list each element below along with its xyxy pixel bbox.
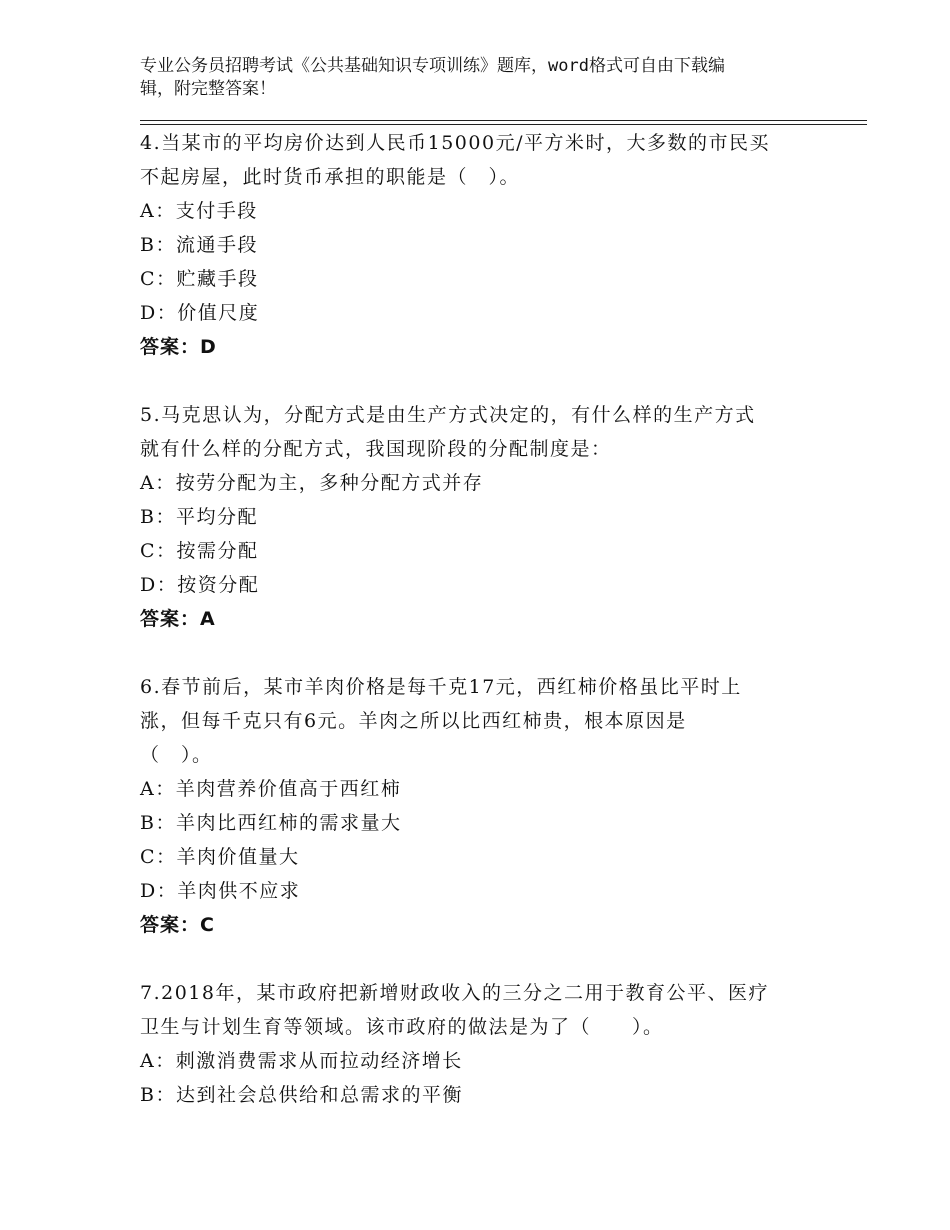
question-text: 5.马克思认为，分配方式是由生产方式决定的，有什么样的生产方式 xyxy=(140,404,756,426)
question-5 xyxy=(140,398,820,636)
question-list xyxy=(140,126,820,1112)
header-rule-bottom xyxy=(140,124,867,125)
question-6 xyxy=(140,670,820,942)
question-text: 就有什么样的分配方式，我国现阶段的分配制度是： xyxy=(140,438,612,460)
document-header xyxy=(140,55,800,101)
header-rule-top xyxy=(140,120,867,121)
option-c: C：贮藏手段 xyxy=(140,268,259,290)
question-7 xyxy=(140,976,820,1112)
option-c: C：羊肉价值量大 xyxy=(140,846,300,868)
question-text: 涨，但每千克只有6元。羊肉之所以比西红柿贵，根本原因是 xyxy=(140,710,687,732)
option-b: B：羊肉比西红柿的需求量大 xyxy=(140,812,402,834)
question-4 xyxy=(140,126,820,364)
answer: 答案：A xyxy=(140,608,216,630)
option-b: B：流通手段 xyxy=(140,234,258,256)
question-text: 卫生与计划生育等领域。该市政府的做法是为了（ ）。 xyxy=(140,1016,664,1038)
answer: 答案：D xyxy=(140,336,217,358)
option-d: D：按资分配 xyxy=(140,574,260,596)
question-text: 6.春节前后，某市羊肉价格是每千克17元，西红柿价格虽比平时上 xyxy=(140,676,742,698)
option-a: A：刺激消费需求从而拉动经济增长 xyxy=(140,1050,463,1072)
question-text: 不起房屋，此时货币承担的职能是（ ）。 xyxy=(140,166,521,188)
header-line-2: 辑，附完整答案！ xyxy=(140,79,276,99)
option-d: D：价值尺度 xyxy=(140,302,260,324)
option-d: D：羊肉供不应求 xyxy=(140,880,301,902)
question-text: （ ）。 xyxy=(140,744,213,766)
question-text: 4.当某市的平均房价达到人民币15000元/平方米时，大多数的市民买 xyxy=(140,132,770,154)
header-line-1: 专业公务员招聘考试《公共基础知识专项训练》题库，word格式可自由下载编 xyxy=(140,56,725,76)
question-text: 7.2018年，某市政府把新增财政收入的三分之二用于教育公平、医疗 xyxy=(140,982,769,1004)
option-a: A：按劳分配为主，多种分配方式并存 xyxy=(140,472,484,494)
option-b: B：平均分配 xyxy=(140,506,258,528)
option-a: A：支付手段 xyxy=(140,200,258,222)
option-a: A：羊肉营养价值高于西红柿 xyxy=(140,778,402,800)
option-c: C：按需分配 xyxy=(140,540,259,562)
option-b: B：达到社会总供给和总需求的平衡 xyxy=(140,1084,463,1106)
answer: 答案：C xyxy=(140,914,215,936)
